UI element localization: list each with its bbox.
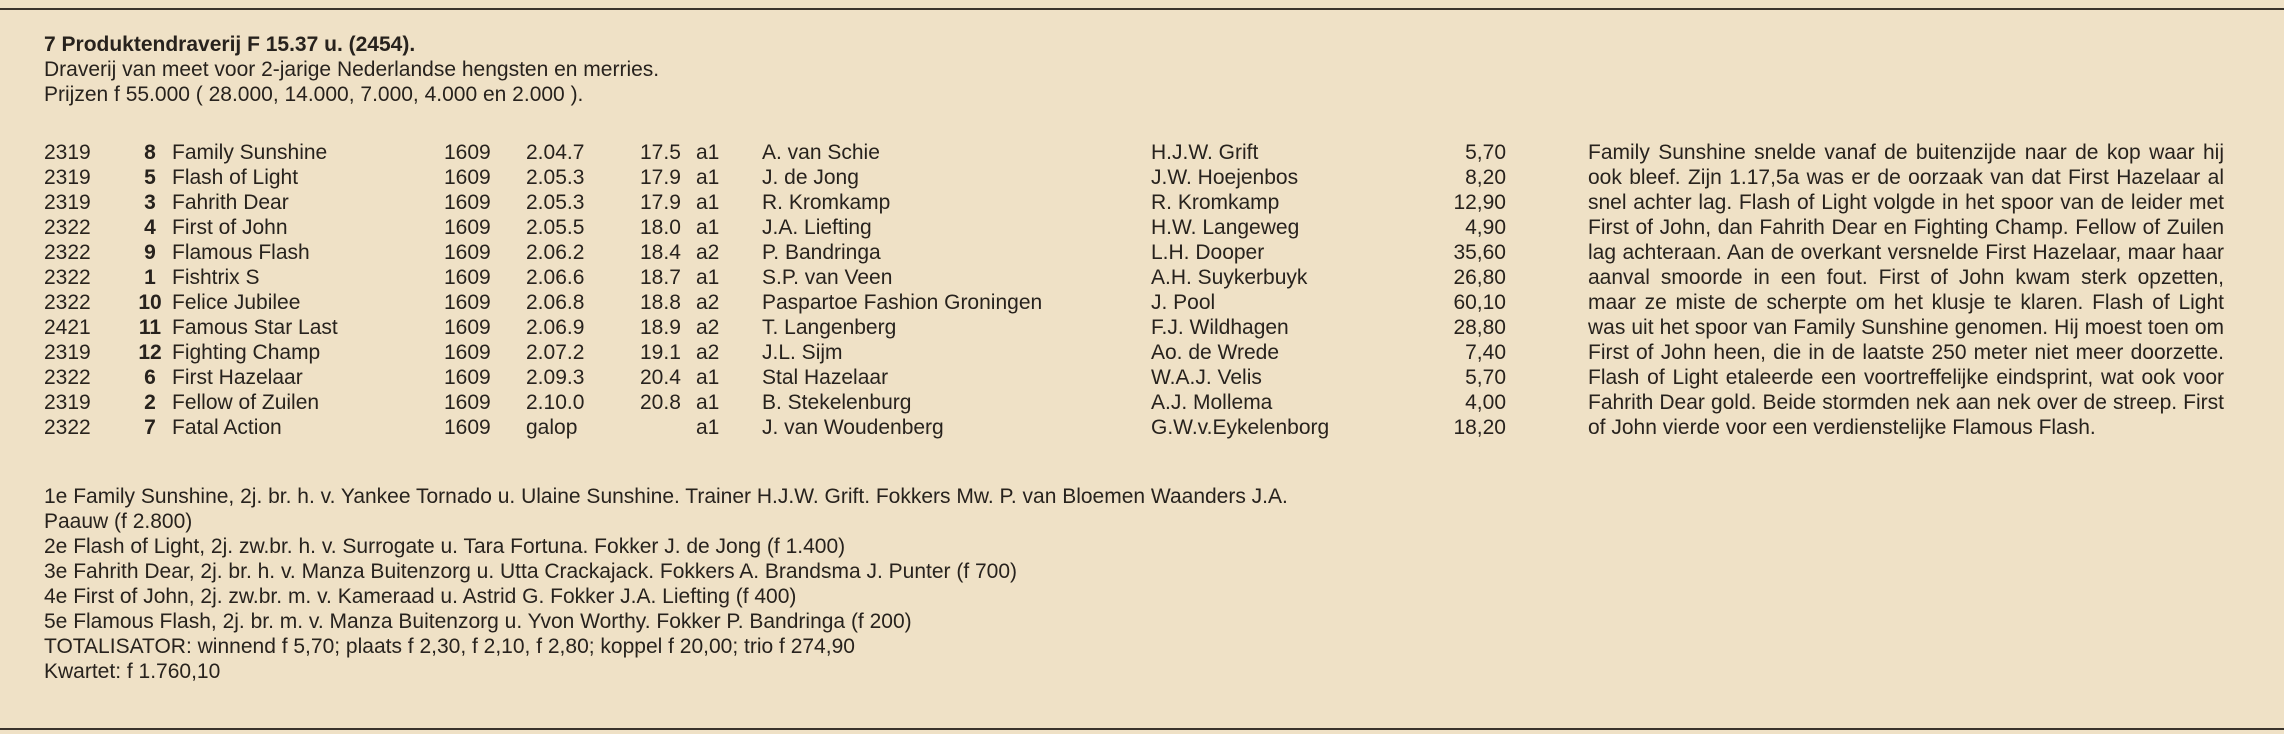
start-code: a2 — [696, 316, 720, 339]
finish-time: 2.09.3 — [526, 366, 585, 389]
km-time: 19.1 — [640, 341, 681, 364]
race-header — [44, 32, 659, 107]
km-time: 17.9 — [640, 166, 681, 189]
owner: Paspartoe Fashion Groningen — [762, 291, 1043, 314]
horse-number: 6 — [144, 366, 156, 389]
horse-name: Felice Jubilee — [172, 291, 301, 314]
finish-time: galop — [526, 416, 578, 439]
odds: 4,90 — [1465, 216, 1506, 239]
kwartet-line: Kwartet: f 1.760,10 — [44, 660, 221, 683]
horse-name: Fahrith Dear — [172, 191, 289, 214]
km-time: 18.8 — [640, 291, 681, 314]
placing-line: 2e Flash of Light, 2j. zw.br. h. v. Surrogate u. Tara Fortuna. Fokker J. de Jong (f 1.400) — [44, 535, 846, 558]
finish-time: 2.10.0 — [526, 391, 585, 414]
driver: L.H. Dooper — [1151, 241, 1265, 264]
placing-line: 5e Flamous Flash, 2j. br. m. v. Manza Buitenzorg u. Yvon Worthy. Fokker P. Bandringa (f 200) — [44, 610, 912, 633]
start-code: a1 — [696, 216, 720, 239]
distance: 2322 — [44, 291, 91, 314]
start-code: a1 — [696, 391, 720, 414]
driver: J. Pool — [1151, 291, 1216, 314]
race-title: 7 Produktendraverij F 15.37 u. (2454). — [44, 33, 416, 56]
distance: 2322 — [44, 216, 91, 239]
horse-name: Flash of Light — [172, 166, 299, 189]
driver: J.W. Hoejenbos — [1151, 166, 1299, 189]
race-prizes: Prijzen f 55.000 ( 28.000, 14.000, 7.000, 4.000 en 2.000 ). — [44, 83, 584, 106]
driver: W.A.J. Velis — [1151, 366, 1262, 389]
placing-line: Paauw (f 2.800) — [44, 510, 193, 533]
distance: 2319 — [44, 166, 91, 189]
driver: G.W.v.Eykelenborg — [1151, 416, 1330, 439]
driver: F.J. Wildhagen — [1151, 316, 1289, 339]
km-time: 18.0 — [640, 216, 681, 239]
start-code: a1 — [696, 266, 720, 289]
finish-time: 2.06.8 — [526, 291, 585, 314]
race-length: 1609 — [444, 166, 491, 189]
start-code: a2 — [696, 241, 720, 264]
race-length: 1609 — [444, 391, 491, 414]
owner: B. Stekelenburg — [762, 391, 912, 414]
finish-time: 2.06.9 — [526, 316, 585, 339]
totalisator-line: TOTALISATOR: winnend f 5,70; plaats f 2,30, f 2,10, f 2,80; koppel f 20,00; trio f 274,90 — [44, 635, 855, 658]
start-code: a1 — [696, 166, 720, 189]
driver: A.H. Suykerbuyk — [1151, 266, 1308, 289]
horse-number: 8 — [144, 141, 156, 164]
horse-number: 12 — [138, 341, 162, 364]
owner: R. Kromkamp — [762, 191, 891, 214]
odds: 35,60 — [1453, 241, 1506, 264]
finish-time: 2.05.3 — [526, 166, 585, 189]
race-length: 1609 — [444, 216, 491, 239]
placing-line: 4e First of John, 2j. zw.br. m. v. Kameraad u. Astrid G. Fokker J.A. Liefting (f 400) — [44, 585, 797, 608]
distance: 2322 — [44, 416, 91, 439]
distance: 2322 — [44, 366, 91, 389]
owner: J. de Jong — [762, 166, 859, 189]
start-code: a1 — [696, 416, 720, 439]
owner: S.P. van Veen — [762, 266, 893, 289]
owner: J. van Woudenberg — [762, 416, 944, 439]
finish-time: 2.04.7 — [526, 141, 585, 164]
owner: T. Langenberg — [762, 316, 897, 339]
driver: R. Kromkamp — [1151, 191, 1280, 214]
finish-time: 2.05.5 — [526, 216, 585, 239]
finish-time: 2.06.6 — [526, 266, 585, 289]
odds: 5,70 — [1465, 141, 1506, 164]
horse-number: 3 — [144, 191, 156, 214]
race-length: 1609 — [444, 291, 491, 314]
owner: P. Bandringa — [762, 241, 881, 264]
horse-number: 5 — [144, 166, 156, 189]
km-time: 17.9 — [640, 191, 681, 214]
horse-name: First Hazelaar — [172, 366, 303, 389]
distance: 2322 — [44, 266, 91, 289]
km-time: 18.4 — [640, 241, 681, 264]
race-length: 1609 — [444, 191, 491, 214]
bottom-rule — [0, 728, 2284, 730]
finish-time: 2.06.2 — [526, 241, 585, 264]
horse-number: 4 — [144, 216, 156, 239]
horse-name: Fatal Action — [172, 416, 282, 439]
driver: H.J.W. Grift — [1151, 141, 1259, 164]
odds: 26,80 — [1453, 266, 1506, 289]
km-time: 17.5 — [640, 141, 681, 164]
placings-block — [44, 484, 1544, 684]
placing-line: 1e Family Sunshine, 2j. br. h. v. Yankee Tornado u. Ulaine Sunshine. Trainer H.J.W. Grift. Fokkers Mw. P. van Bloemen Waanders J.A. — [44, 485, 1288, 508]
race-report: Family Sunshine snelde vanaf de buitenzijde naar de kop waar hij ook bleef. Zijn 1.17,5a was er de oorzaak van dat First Hazelaar al snel achter lag. Flash of Light volgde in het spoor van de leider met First of John, dan Fahrith Dear en Fighting Champ. Fellow of Zuilen lag achteraan. Aan de overkant versnelde First Hazelaar, maar haar aanval smoorde in een fout. First of John kwam sterk opzetten, maar ze miste de scherpte om het klusje te klaren. Flash of Light was uit het spoor van Family Sunshine genomen. Hij moest toen om First of John heen, die in de laatste 250 meter niet meer doorzette. Flash of Light etaleerde een voortreffelijke eindsprint, wat ook voor Fahrith Dear gold. Beide stormden nek aan nek over de streep. First of John vierde voor een verdienstelijke Flamous Flash. — [1588, 141, 2224, 439]
distance: 2421 — [44, 316, 91, 339]
owner: Stal Hazelaar — [762, 366, 889, 389]
owner: J.A. Liefting — [762, 216, 872, 239]
horse-number: 7 — [144, 416, 156, 439]
horse-number: 10 — [138, 291, 162, 314]
odds: 60,10 — [1453, 291, 1506, 314]
race-length: 1609 — [444, 341, 491, 364]
start-code: a1 — [696, 191, 720, 214]
horse-name: Fighting Champ — [172, 341, 321, 364]
race-length: 1609 — [444, 316, 491, 339]
horse-name: First of John — [172, 216, 288, 239]
driver: H.W. Langeweg — [1151, 216, 1300, 239]
race-length: 1609 — [444, 266, 491, 289]
km-time: 20.4 — [640, 366, 681, 389]
odds: 12,90 — [1453, 191, 1506, 214]
top-rule — [0, 8, 2284, 10]
owner: A. van Schie — [762, 141, 880, 164]
horse-name: Family Sunshine — [172, 141, 328, 164]
distance: 2319 — [44, 391, 91, 414]
distance: 2319 — [44, 341, 91, 364]
horse-name: Fishtrix S — [172, 266, 260, 289]
horse-number: 11 — [138, 316, 162, 339]
distance: 2322 — [44, 241, 91, 264]
horse-name: Famous Star Last — [172, 316, 338, 339]
horse-name: Fellow of Zuilen — [172, 391, 320, 414]
distance: 2319 — [44, 141, 91, 164]
odds: 5,70 — [1465, 366, 1506, 389]
placing-line: 3e Fahrith Dear, 2j. br. h. v. Manza Buitenzorg u. Utta Crackajack. Fokkers A. Brandsma J. Punter (f 700) — [44, 560, 1018, 583]
horse-name: Flamous Flash — [172, 241, 310, 264]
odds: 28,80 — [1453, 316, 1506, 339]
km-time: 20.8 — [640, 391, 681, 414]
horse-number: 2 — [144, 391, 156, 414]
km-time: 18.9 — [640, 316, 681, 339]
horse-number: 9 — [144, 241, 156, 264]
finish-time: 2.05.3 — [526, 191, 585, 214]
start-code: a1 — [696, 141, 720, 164]
distance: 2319 — [44, 191, 91, 214]
horse-number: 1 — [144, 266, 156, 289]
start-code: a2 — [696, 341, 720, 364]
race-length: 1609 — [444, 366, 491, 389]
odds: 8,20 — [1465, 166, 1506, 189]
race-length: 1609 — [444, 241, 491, 264]
odds: 7,40 — [1465, 341, 1506, 364]
start-code: a2 — [696, 291, 720, 314]
race-length: 1609 — [444, 141, 491, 164]
owner: J.L. Sijm — [762, 341, 843, 364]
driver: Ao. de Wrede — [1151, 341, 1280, 364]
driver: A.J. Mollema — [1151, 391, 1273, 414]
odds: 4,00 — [1465, 391, 1506, 414]
finish-time: 2.07.2 — [526, 341, 585, 364]
km-time: 18.7 — [640, 266, 681, 289]
odds: 18,20 — [1453, 416, 1506, 439]
race-description: Draverij van meet voor 2-jarige Nederlandse hengsten en merries. — [44, 58, 660, 81]
start-code: a1 — [696, 366, 720, 389]
race-length: 1609 — [444, 416, 491, 439]
